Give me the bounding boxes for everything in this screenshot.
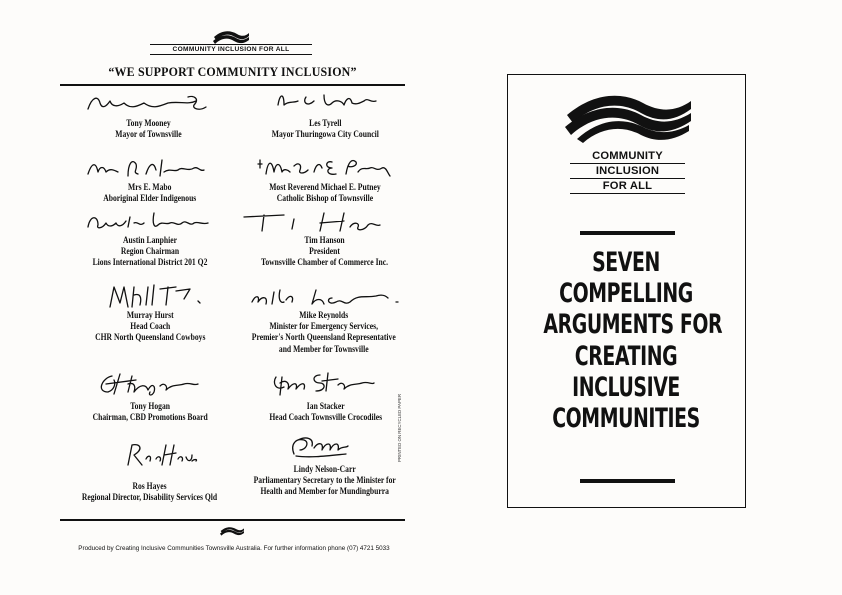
page-heading: “WE SUPPORT COMMUNITY INCLUSION” (108, 64, 357, 79)
signature-mrs-e-mabo (84, 154, 214, 180)
supporter-lindy-nelson-carr: Lindy Nelson-Carr Parliamentary Secretary to the Minister for Health and Member for Mundingburra (253, 465, 397, 498)
supporter-michael-putney: Most Reverend Michael E. Putney Catholic Bishop of Townsville (269, 183, 381, 205)
cover-panel (507, 74, 746, 508)
cover-brand-line: FOR ALL (570, 179, 685, 194)
signature-ros-hayes (122, 439, 202, 469)
cover-title-line: COMMUNITIES (552, 403, 700, 435)
supporter-mrs-e-mabo: Mrs E. Mabo Aboriginal Elder Indigenous (103, 183, 197, 205)
signature-tony-hogan (92, 370, 202, 398)
cover-title-line: SEVEN (592, 247, 660, 278)
signature-les-tyrell (272, 89, 382, 115)
supporter-les-tyrell: Les Tyrell Mayor Thuringowa City Council (271, 119, 379, 141)
signature-austin-lanphier (84, 209, 214, 235)
footer-contact-text: Produced by Creating Inclusive Communities Townsville Australia. For further information phone (07) 4721 5033 (78, 545, 390, 552)
cover-brand-line: INCLUSION (570, 164, 685, 179)
signature-tony-mooney (84, 91, 214, 117)
signature-tim-hanson (240, 209, 390, 235)
cover-title-line: ARGUMENTS FOR (543, 309, 723, 341)
community-inclusion-small-logo-icon (217, 525, 247, 537)
supporter-ian-stacker: Ian Stacker Head Coach Townsville Crocodiles (269, 402, 383, 424)
cover-title (508, 247, 744, 434)
supporter-mike-reynolds: Mike Reynolds Minister for Emergency Services, Premier's North Queensland Representative and Member for Townsville (252, 311, 396, 355)
signature-michael-putney (254, 154, 394, 180)
community-inclusion-cover-logo-icon (563, 89, 693, 147)
signature-mike-reynolds (246, 284, 406, 310)
brand-text: COMMUNITY INCLUSION FOR ALL (150, 44, 312, 55)
cover-top-bar (580, 231, 675, 235)
cover-title-line: COMPELLING (559, 278, 693, 310)
cover-brand (570, 149, 685, 194)
cover-title-line: CREATING (574, 340, 678, 372)
signature-lindy-nelson-carr (286, 432, 356, 462)
signature-ian-stacker (268, 369, 378, 397)
supporter-murray-hurst: Murray Hurst Head Coach CHR North Queensland Cowboys (94, 311, 206, 344)
cover-brand-line: COMMUNITY (570, 149, 685, 164)
supporter-tony-mooney: Tony Mooney Mayor of Townsville (114, 119, 182, 141)
supporter-austin-lanphier: Austin Lanphier Region Chairman Lions International District 201 Q2 (92, 236, 208, 269)
signature-murray-hurst (104, 281, 214, 311)
bottom-divider (60, 519, 405, 521)
supporter-tony-hogan: Tony Hogan Chairman, CBD Promotions Board (92, 402, 208, 424)
supporter-tim-hanson: Tim Hanson President Townsville Chamber of Commerce Inc. (261, 236, 389, 269)
recycled-paper-note: PRINTED ON RECYCLED PAPER (397, 394, 402, 462)
top-divider (60, 84, 405, 86)
supporter-ros-hayes: Ros Hayes Regional Director, Disability Services Qld (82, 482, 218, 504)
cover-bottom-bar (580, 479, 675, 483)
cover-title-line: INCLUSIVE (572, 371, 680, 403)
